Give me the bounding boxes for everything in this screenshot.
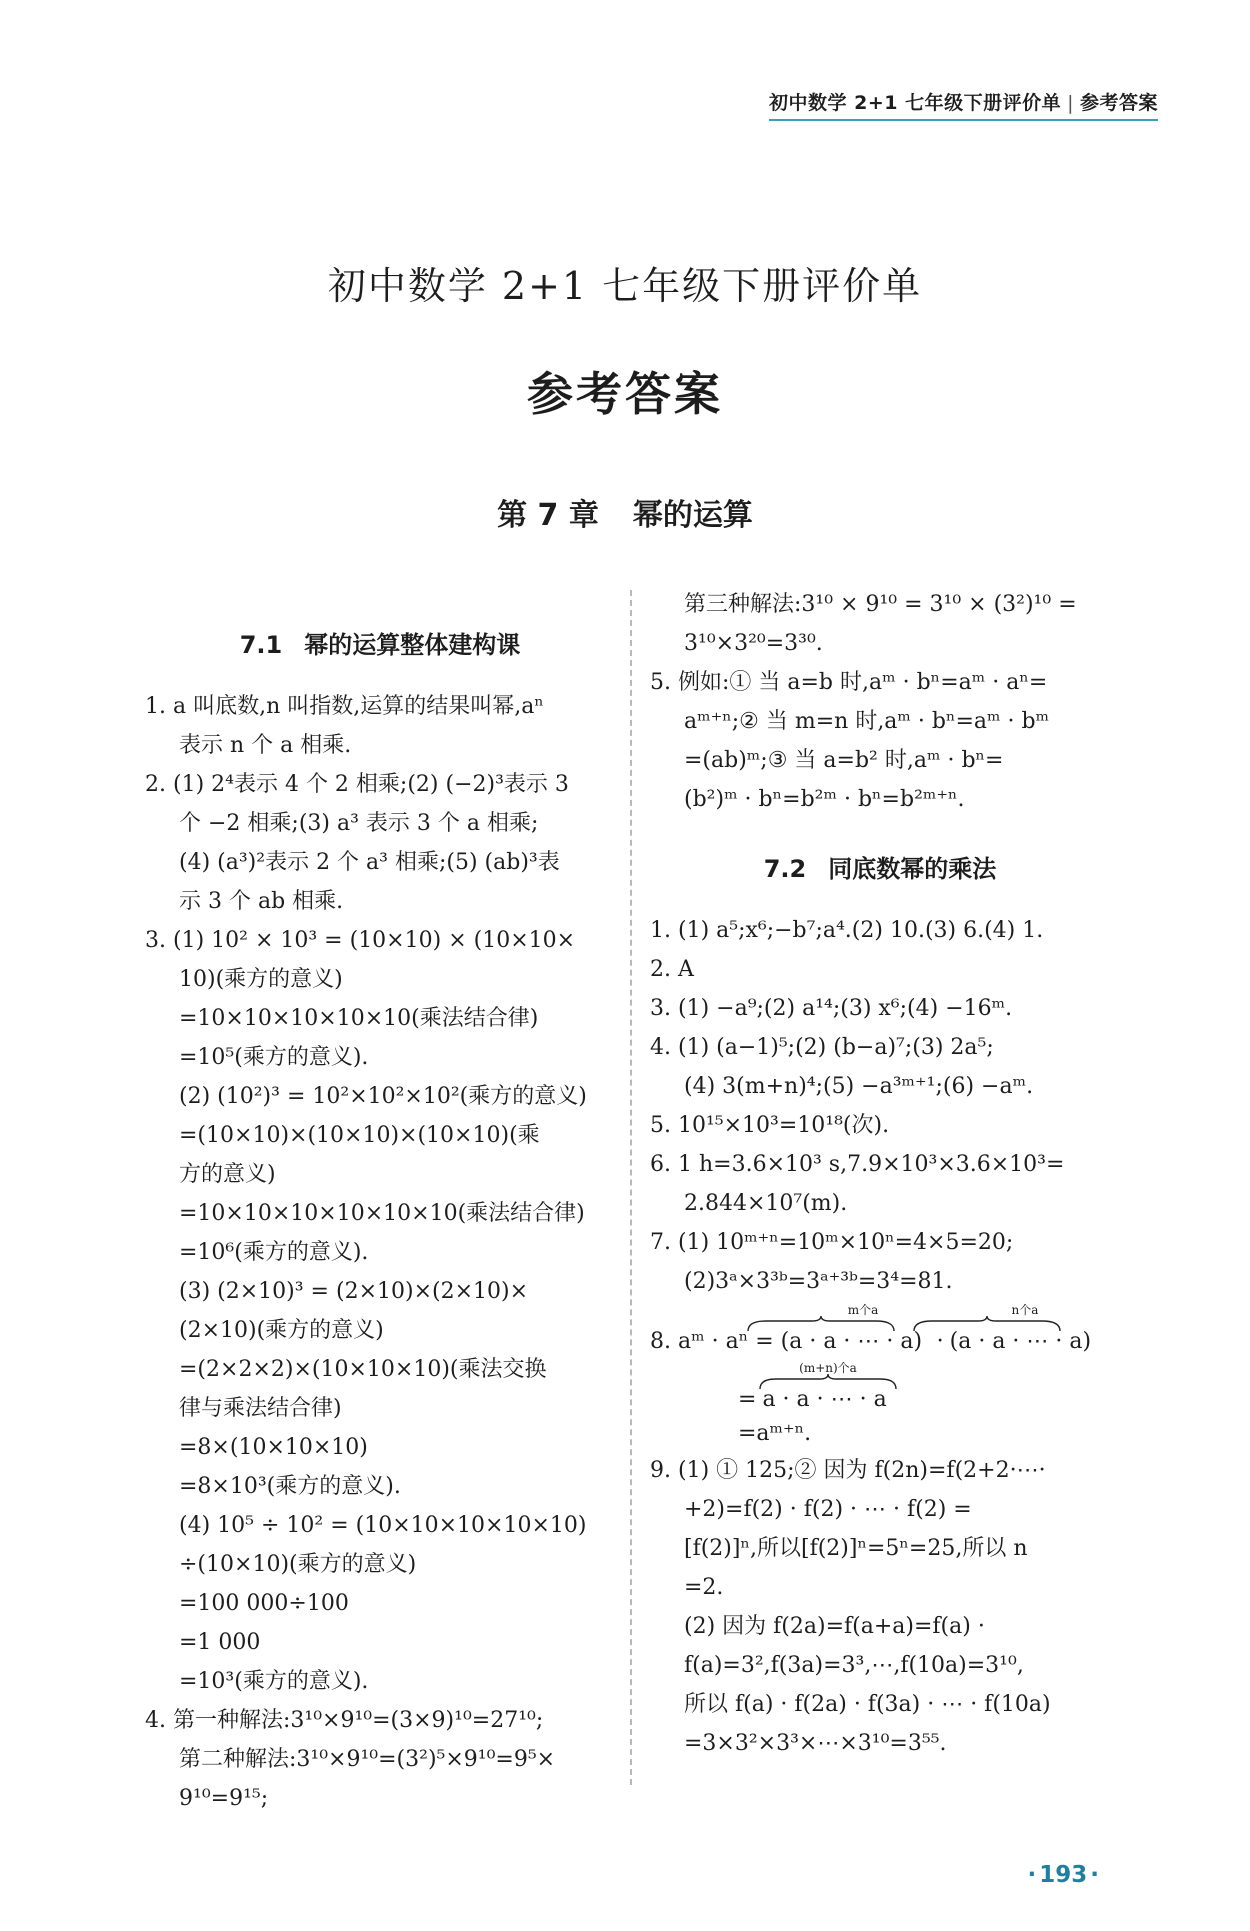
column-divider [630, 590, 632, 1785]
section-heading-7-1 [145, 625, 615, 665]
answer-line: (2) 因为 f(2a)=f(a+a)=f(a) · [684, 1614, 985, 1639]
q8-dot: · [936, 1329, 944, 1354]
answer-line: (2)3ᵃ×3³ᵇ=3ᵃ⁺³ᵇ=3⁴=81. [684, 1269, 953, 1294]
answer-line: (4) 10⁵ ÷ 10² = (10×10×10×10×10) [179, 1513, 587, 1538]
answer-line: 第二种解法:3¹⁰×9¹⁰=(3²)⁵×9¹⁰=9⁵× [179, 1747, 556, 1772]
answer-line: (3) (2×10)³ = (2×10)×(2×10)× [179, 1279, 529, 1304]
answer-line: 7. (1) 10ᵐ⁺ⁿ=10ᵐ×10ⁿ=4×5=20; [650, 1230, 1014, 1255]
answer-line: 2.844×10⁷(m). [684, 1191, 848, 1216]
running-header [769, 88, 1158, 121]
answer-line: =8×10³(乘方的意义). [179, 1474, 401, 1499]
answer-line: 10)(乘方的意义) [179, 967, 343, 992]
answer-line: 3. (1) −a⁹;(2) a¹⁴;(3) x⁶;(4) −16ᵐ. [650, 996, 1013, 1021]
answer-line: (2) (10²)³ = 10²×10²×10²(乘方的意义) [179, 1084, 587, 1109]
answer-line: (4) 3(m+n)⁴;(5) −a³ᵐ⁺¹;(6) −aᵐ. [684, 1074, 1034, 1099]
q8-group1: (a · a · ⋯ · a) [780, 1329, 923, 1354]
answer-line: [f(2)]ⁿ,所以[f(2)]ⁿ=5ⁿ=25,所以 n [684, 1536, 1028, 1561]
answer-line: +2)=f(2) · f(2) · ⋯ · f(2) = [684, 1497, 972, 1522]
page-number-value: 193 [1039, 1862, 1088, 1888]
answer-line: =10⁵(乘方的意义). [179, 1045, 369, 1070]
book-title: 初中数学 2+1 七年级下册评价单 [327, 264, 923, 308]
section-number: 7.2 [763, 855, 807, 883]
q8-lhs: 8. aᵐ · aⁿ = [650, 1329, 774, 1354]
section-number: 7.1 [239, 631, 283, 659]
q8-group2: (a · a · ⋯ · a) [949, 1329, 1092, 1354]
answer-line: =10×10×10×10×10(乘法结合律) [179, 1006, 539, 1031]
answer-line: =2. [684, 1575, 724, 1600]
q8-brace2 [912, 1315, 1062, 1333]
q8-line2-group: a · a · ⋯ · a [762, 1387, 887, 1412]
answer-line: =10⁶(乘方的意义). [179, 1240, 369, 1265]
answer-line: 4. (1) (a−1)⁵;(2) (b−a)⁷;(3) 2a⁵; [650, 1035, 994, 1060]
chapter-heading [0, 490, 1250, 534]
answer-line: 2. (1) 2⁴表示 4 个 2 相乘;(2) (−2)³表示 3 [145, 772, 569, 797]
answer-line: =10³(乘方的意义). [179, 1669, 369, 1694]
header-section-label: 参考答案 [1079, 92, 1158, 114]
answer-line: (4) (a³)²表示 2 个 a³ 相乘;(5) (ab)³表 [179, 850, 560, 875]
q8-line2-eq: = [738, 1387, 757, 1412]
answer-line: =8×(10×10×10) [179, 1435, 368, 1460]
chapter-title: 幂的运算 [632, 498, 753, 533]
page-number: · 193 · [1027, 1862, 1099, 1888]
answer-line: 3¹⁰×3²⁰=3³⁰. [684, 631, 823, 656]
answer-line: 个 −2 相乘;(3) a³ 表示 3 个 a 相乘; [179, 811, 539, 836]
answer-line: =100 000÷100 [179, 1591, 349, 1616]
section-heading-7-2 [650, 849, 1110, 889]
q8-brace2-label: n个a [1011, 1303, 1039, 1317]
series-title: 初中数学 2+1 七年级下册评价单 [768, 92, 1062, 114]
answer-line: 9. (1) ① 125;② 因为 f(2n)=f(2+2·⋯· [650, 1458, 1046, 1483]
section-title: 同底数幂的乘法 [828, 855, 997, 883]
answer-line: 律与乘法结合律) [179, 1396, 342, 1421]
answer-line: (b²)ᵐ · bⁿ=b²ᵐ · bⁿ=b²ᵐ⁺ⁿ. [684, 787, 965, 812]
answer-line: =1 000 [179, 1630, 261, 1655]
q8-brace1 [746, 1315, 896, 1333]
answer-line: =(10×10)×(10×10)×(10×10)(乘 [179, 1123, 540, 1148]
answer-line: =(2×2×2)×(10×10×10)(乘法交换 [179, 1357, 547, 1382]
answer-line: 1. a 叫底数,n 叫指数,运算的结果叫幂,aⁿ [145, 694, 544, 719]
answer-line: 表示 n 个 a 相乘. [179, 733, 352, 758]
answer-line: =10×10×10×10×10×10(乘法结合律) [179, 1201, 585, 1226]
answer-line: 9¹⁰=9¹⁵; [179, 1786, 269, 1811]
answer-line: (2×10)(乘方的意义) [179, 1318, 384, 1343]
answer-line: aᵐ⁺ⁿ;② 当 m=n 时,aᵐ · bⁿ=aᵐ · bᵐ [684, 709, 1050, 734]
q8-line3: =aᵐ⁺ⁿ. [738, 1421, 812, 1446]
answer-line: 第三种解法:3¹⁰ × 9¹⁰ = 3¹⁰ × (3²)¹⁰ = [684, 592, 1077, 617]
answer-line: 4. 第一种解法:3¹⁰×9¹⁰=(3×9)¹⁰=27¹⁰; [145, 1708, 544, 1733]
left-column [145, 585, 615, 1818]
q8-brace1-label: m个a [847, 1303, 879, 1317]
answer-line: 所以 f(a) · f(2a) · f(3a) · ⋯ · f(10a) [684, 1692, 1051, 1717]
answer-line: =3×3²×3³×⋯×3¹⁰=3⁵⁵. [684, 1731, 947, 1756]
question-8 [650, 1301, 1110, 1451]
answer-line: f(a)=3²,f(3a)=3³,⋯,f(10a)=3¹⁰, [684, 1653, 1024, 1678]
answer-line: 方的意义) [179, 1162, 276, 1187]
answer-line: 6. 1 h=3.6×10³ s,7.9×10³×3.6×10³= [650, 1152, 1065, 1177]
answers-title: 参考答案 [527, 367, 723, 421]
header-separator: | [1067, 92, 1074, 114]
right-column [650, 585, 1110, 1763]
answer-line: ÷(10×10)(乘方的意义) [179, 1552, 417, 1577]
section-title: 幂的运算整体建构课 [304, 631, 521, 659]
answer-line: 5. 10¹⁵×10³=10¹⁸(次). [650, 1113, 890, 1138]
chapter-label: 第 7 章 [497, 498, 599, 533]
answer-line: 示 3 个 ab 相乘. [179, 889, 344, 914]
answer-line: =(ab)ᵐ;③ 当 a=b² 时,aᵐ · bⁿ= [684, 748, 1004, 773]
answer-line: 2. A [650, 957, 694, 982]
q8-brace3-label: (m+n)个a [799, 1361, 857, 1375]
answer-line: 3. (1) 10² × 10³ = (10×10) × (10×10× [145, 928, 576, 953]
answer-line: 5. 例如:① 当 a=b 时,aᵐ · bⁿ=aᵐ · aⁿ= [650, 670, 1048, 695]
answer-line: 1. (1) a⁵;x⁶;−b⁷;a⁴.(2) 10.(3) 6.(4) 1. [650, 918, 1044, 943]
